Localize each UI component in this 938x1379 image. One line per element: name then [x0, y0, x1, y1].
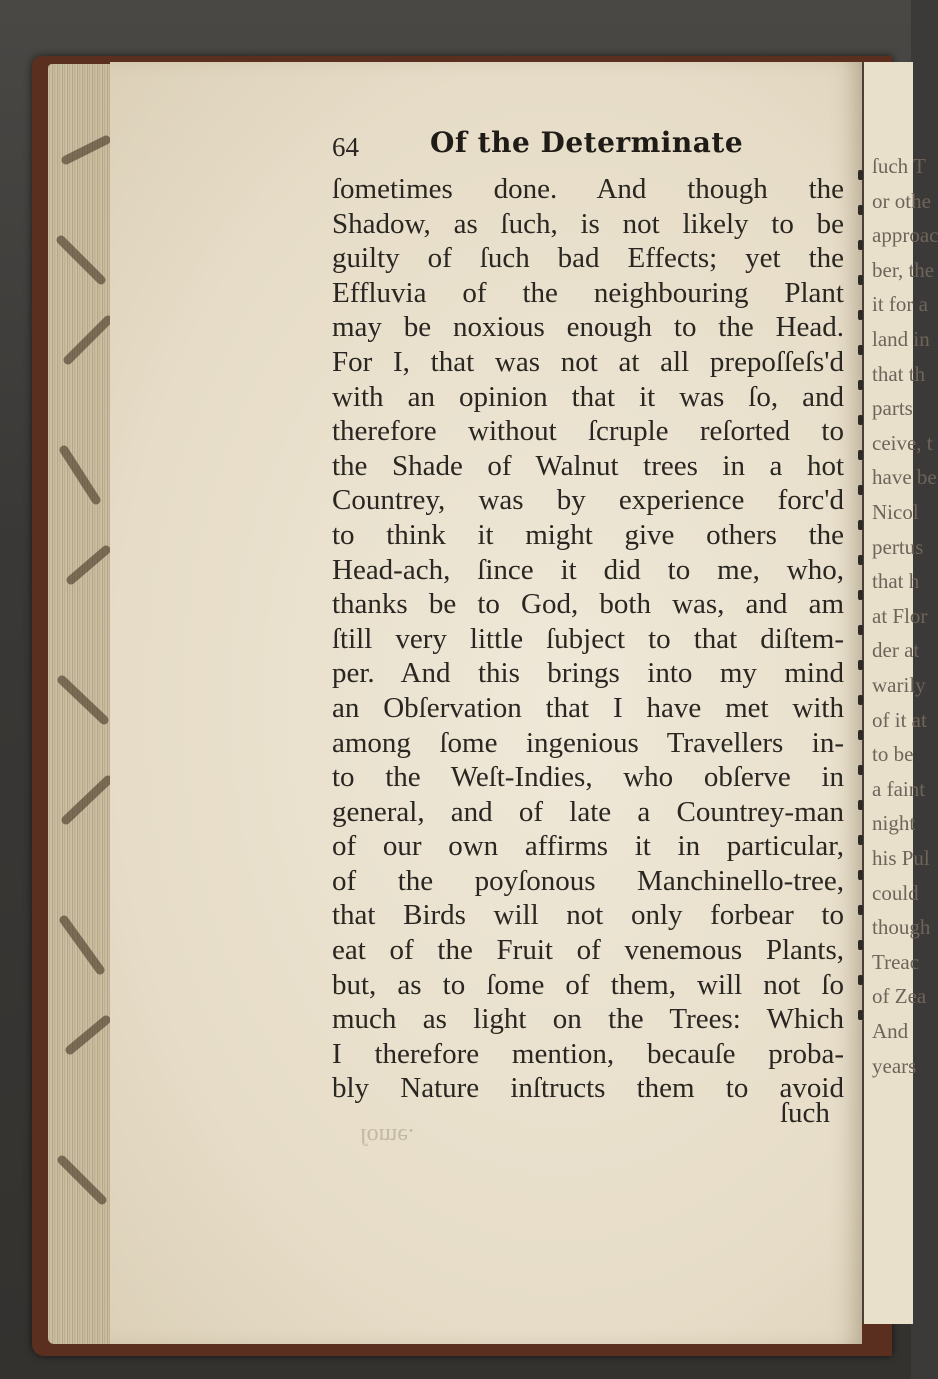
catchword: ſuch	[780, 1097, 830, 1129]
text-line: to the Weſt-Indies, who obſerve in	[332, 761, 844, 794]
facing-page-fragment: his Pul	[872, 846, 930, 870]
text-line: Countrey, was by experience forc'd	[332, 484, 844, 517]
facing-page-fragment: der at	[872, 638, 920, 663]
body-text	[332, 172, 844, 1106]
text-line: but, as to ſome of them, will not ſo	[332, 968, 844, 1001]
facing-page-fragment: a faint	[872, 776, 926, 801]
text-line: I therefore mention, becauſe proba-	[332, 1037, 844, 1070]
facing-page-fragment: parts	[872, 396, 913, 421]
text-line: Effluvia of the neighbouring Plant	[332, 276, 844, 309]
facing-page-fragment: though	[872, 915, 931, 940]
facing-page-fragment: ſuch T	[872, 154, 926, 178]
facing-page-fragment: have be	[872, 465, 937, 490]
facing-page-fragment: to be	[872, 742, 914, 767]
text-line: ſometimes done. And though the	[332, 173, 844, 205]
facing-page-fragment: of Zea	[872, 984, 927, 1009]
gutter-binding-marks	[858, 170, 864, 1070]
page-header	[330, 124, 850, 170]
facing-page-fragment: ber, the	[872, 257, 935, 282]
facing-page-fragment: Treac	[872, 949, 920, 974]
facing-page-fragment: or othe	[872, 188, 931, 213]
text-line: the Shade of Walnut trees in a hot	[332, 449, 844, 482]
facing-page-strip	[862, 62, 938, 1324]
facing-page-fragment: that h	[872, 569, 920, 594]
text-line: with an opinion that it was ſo, and	[332, 380, 844, 413]
text-line: Head-ach, ſince it did to me, who,	[332, 553, 844, 586]
facing-page-fragment: approac	[872, 223, 938, 248]
facing-page-fragment: at Flor	[872, 603, 928, 628]
text-line: among ſome ingenious Travellers in-	[332, 726, 844, 759]
running-head: Of the Determinate	[430, 126, 744, 159]
facing-page-fragment: And	[872, 1019, 909, 1043]
facing-page-fragment: Nicol	[872, 500, 919, 524]
facing-page-fragment: land in	[872, 327, 930, 351]
text-line: of our own affirms it in particular,	[332, 830, 844, 863]
text-line: guilty of ſuch bad Effects; yet the	[332, 242, 844, 275]
text-line: For I, that was not at all prepoſſeſs'd	[332, 345, 844, 378]
facing-page-fragment: it for a	[872, 292, 928, 317]
text-line: thanks be to God, both was, and am	[332, 588, 844, 621]
facing-page-fragment: of it at	[872, 707, 927, 732]
text-line: eat of the Fruit of venemous Plants,	[332, 934, 844, 967]
fore-edge-marks	[56, 120, 116, 1320]
text-line: to think it might give others the	[332, 518, 844, 551]
text-line: per. And this brings into my mind	[332, 657, 844, 690]
text-line: therefore without ſcruple reſorted to	[332, 415, 844, 448]
facing-page-fragment: years	[872, 1053, 917, 1078]
facing-page-fragment: pertus	[872, 534, 924, 559]
bleed-through-text: ſome.	[360, 1123, 414, 1149]
text-line: ſtill very little ſubject to that diſtem-	[332, 622, 844, 655]
text-line: Shadow, as ſuch, is not likely to be	[332, 207, 844, 240]
text-line: much as light on the Trees: Which	[332, 1003, 844, 1036]
facing-page-fragment: warily	[872, 673, 926, 697]
text-line: that Birds will not only forbear to	[332, 899, 844, 932]
facing-page-fragment: could	[872, 880, 919, 905]
page-number: 64	[332, 132, 359, 162]
text-line: may be noxious enough to the Head.	[332, 311, 844, 344]
text-line: general, and of late a Countrey-man	[332, 795, 844, 828]
text-line: bly Nature inſtructs them to avoid	[332, 1072, 844, 1105]
facing-page-fragment: night	[872, 811, 916, 836]
text-line: an Obſervation that I have met with	[332, 691, 844, 724]
text-line: of the poyſonous Manchinello-tree,	[332, 864, 844, 897]
facing-page-fragment: that th	[872, 361, 926, 386]
facing-page-fragment: ceive, t	[872, 430, 933, 455]
